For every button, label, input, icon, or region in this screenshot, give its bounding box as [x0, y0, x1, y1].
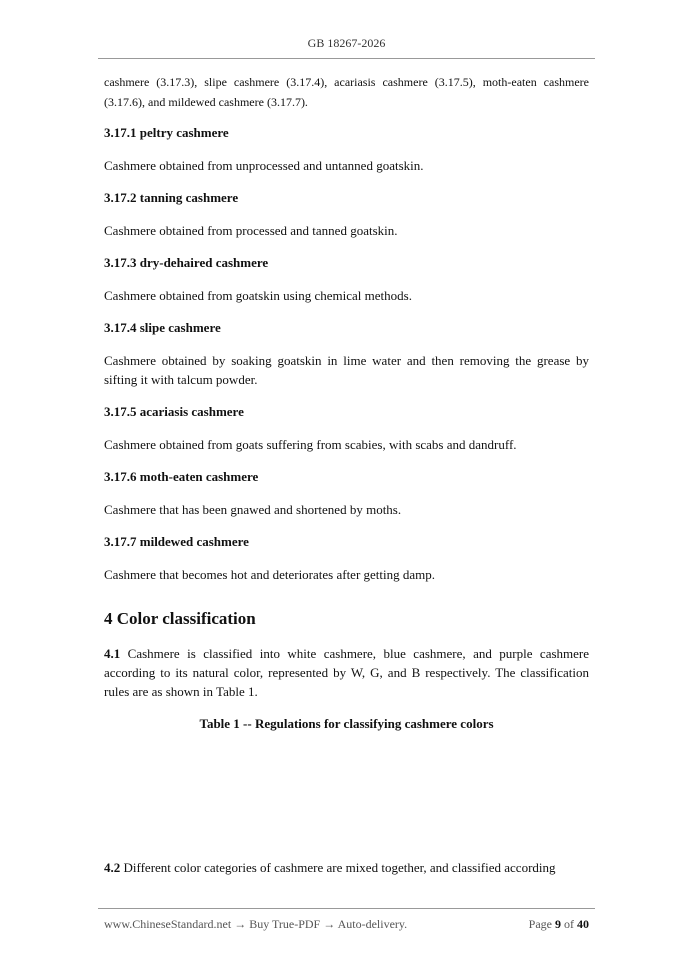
section-title: 4 Color classification	[104, 609, 256, 628]
document-body	[104, 72, 589, 891]
term-definition: Cashmere obtained from goatskin using chemical methods.	[104, 288, 412, 303]
clause-4-2	[104, 858, 589, 877]
footer-links	[104, 917, 407, 932]
auto-delivery-text: Auto-delivery.	[337, 917, 408, 931]
term-definition: Cashmere that has been gnawed and shortened by moths.	[104, 502, 402, 517]
term-heading: 3.17.1 peltry cashmere	[104, 125, 229, 140]
term-heading: 3.17.5 acariasis cashmere	[104, 404, 244, 419]
term-definition: Cashmere obtained from goats suffering from scabies, with scabs and dandruff.	[104, 437, 517, 452]
term-definition: Cashmere that becomes hot and deteriorates after getting damp.	[104, 567, 436, 582]
clause-number: 4.2	[104, 860, 121, 875]
page-total: 40	[577, 917, 589, 931]
header-divider	[98, 58, 595, 59]
of-label: of	[564, 917, 574, 931]
term-definition: Cashmere obtained from unprocessed and untanned goatskin.	[104, 158, 424, 173]
table-caption: Table 1 -- Regulations for classifying cashmere colors	[199, 716, 494, 731]
buy-pdf-link[interactable]: Buy True-PDF	[249, 917, 321, 931]
term-heading: 3.17.6 moth-eaten cashmere	[104, 469, 259, 484]
page-number: 9	[555, 917, 561, 931]
page-indicator	[529, 917, 589, 932]
term-definition: Cashmere obtained by soaking goatskin in lime water and then removing the grease by sifting it with talcum powder.	[104, 353, 589, 387]
site-link[interactable]: www.ChineseStandard.net	[104, 917, 232, 931]
arrow-icon: →	[234, 917, 247, 931]
clause-text: Different color categories of cashmere are mixed together, and classified according	[120, 860, 556, 875]
arrow-icon: →	[323, 917, 336, 931]
clause-number: 4.1	[104, 646, 121, 661]
term-heading: 3.17.4 slipe cashmere	[104, 320, 221, 335]
term-heading: 3.17.2 tanning cashmere	[104, 190, 239, 205]
term-heading: 3.17.3 dry-dehaired cashmere	[104, 255, 269, 270]
page-label: Page	[528, 917, 552, 931]
clause-text: Cashmere is classified into white cashmere, blue cashmere, and purple cashmere according to its natural color, represented by W, G, and B respectively. The classification rules are as shown in Table 1.	[104, 646, 589, 699]
footer-divider	[98, 908, 595, 909]
term-list	[104, 124, 589, 584]
intro-paragraph: cashmere (3.17.3), slipe cashmere (3.17.4), acariasis cashmere (3.17.5), moth-eaten cashmere (3.17.6), and mildewed cashmere (3.17.7).	[104, 75, 589, 109]
table-placeholder	[104, 733, 589, 858]
clause-4-1	[104, 644, 589, 701]
term-heading: 3.17.7 mildewed cashmere	[104, 534, 249, 549]
page-header: GB 18267-2026	[307, 36, 386, 50]
term-definition: Cashmere obtained from processed and tanned goatskin.	[104, 223, 398, 238]
